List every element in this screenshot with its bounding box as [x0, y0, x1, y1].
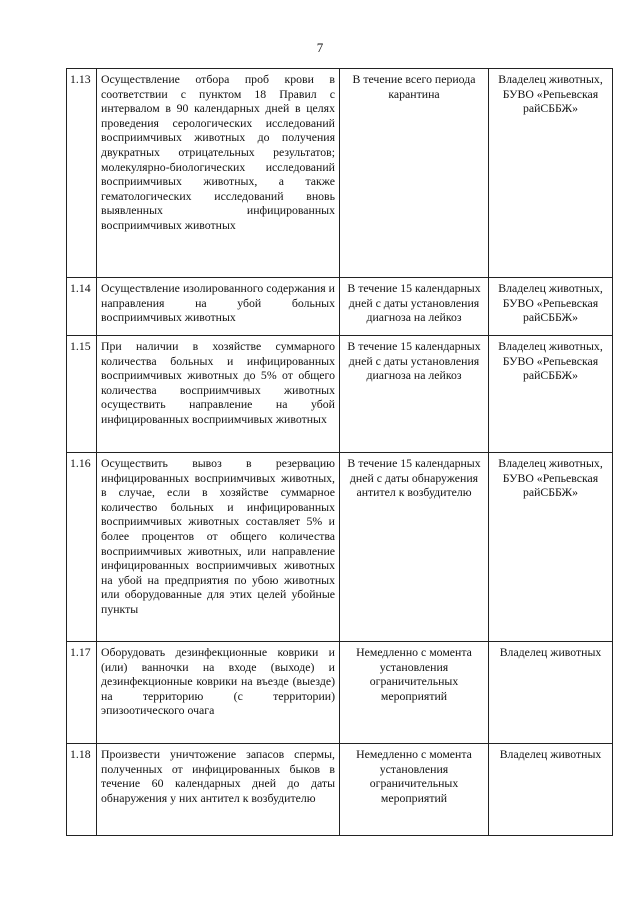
table-row	[67, 744, 613, 836]
item-number: 1.17	[67, 642, 97, 744]
action-text: Осуществление отбора проб крови в соответствии с пунктом 18 Правил с интервалом в 90 календарных дней в целях проведения серологических исследований восприимчивых животных до получения двукратных отрицательных результатов; молекулярно-биологических исследований восприимчивых животных, а также гематологических исследований вновь выявленных инфицированных восприимчивых животных	[97, 69, 340, 278]
term-text: В течение 15 календарных дней с даты обнаружения антител к возбудителю	[340, 453, 489, 642]
action-text: Оборудовать дезинфекционные коврики и (или) ванночки на входе (выходе) и дезинфекционные коврики на въезде (выезде) на территорию (с территории) эпизоотического очага	[97, 642, 340, 744]
responsible-text: Владелец животных, БУВО «Репьевская райСББЖ»	[489, 278, 613, 336]
action-text: При наличии в хозяйстве суммарного количества больных и инфицированных восприимчивых животных до 5% от общего количества восприимчивых животных осуществить направление на убой инфицированных восприимчивых животных	[97, 336, 340, 453]
term-text: В течение всего периода карантина	[340, 69, 489, 278]
term-text: В течение 15 календарных дней с даты установления диагноза на лейкоз	[340, 278, 489, 336]
responsible-text: Владелец животных	[489, 744, 613, 836]
responsible-text: Владелец животных, БУВО «Репьевская райСББЖ»	[489, 453, 613, 642]
term-text: Немедленно с момента установления ограничительных мероприятий	[340, 744, 489, 836]
table-row	[67, 453, 613, 642]
measures-table	[66, 68, 613, 836]
item-number: 1.16	[67, 453, 97, 642]
responsible-text: Владелец животных	[489, 642, 613, 744]
page-number: 7	[316, 40, 324, 55]
table-row	[67, 642, 613, 744]
action-text: Осуществление изолированного содержания и направления на убой больных восприимчивых животных	[97, 278, 340, 336]
term-text: В течение 15 календарных дней с даты установления диагноза на лейкоз	[340, 336, 489, 453]
term-text: Немедленно с момента установления ограничительных мероприятий	[340, 642, 489, 744]
table-row	[67, 336, 613, 453]
action-text: Произвести уничтожение запасов спермы, полученных от инфицированных быков в течение 60 календарных дней до даты обнаружения у них антител к возбудителю	[97, 744, 340, 836]
item-number: 1.14	[67, 278, 97, 336]
table-row	[67, 278, 613, 336]
item-number: 1.15	[67, 336, 97, 453]
table-row	[67, 69, 613, 278]
item-number: 1.13	[67, 69, 97, 278]
responsible-text: Владелец животных, БУВО «Репьевская райСББЖ»	[489, 69, 613, 278]
responsible-text: Владелец животных, БУВО «Репьевская райСББЖ»	[489, 336, 613, 453]
item-number: 1.18	[67, 744, 97, 836]
action-text: Осуществить вывоз в резервацию инфицированных восприимчивых животных, в случае, если в хозяйстве суммарное количество больных и инфицированных восприимчивых животных составляет 5% и более процентов от общего количества восприимчивых животных, или направление инфицированных восприимчивых животных на убой на предприятия по убою животных или оборудованные для этих целей убойные пункты	[97, 453, 340, 642]
